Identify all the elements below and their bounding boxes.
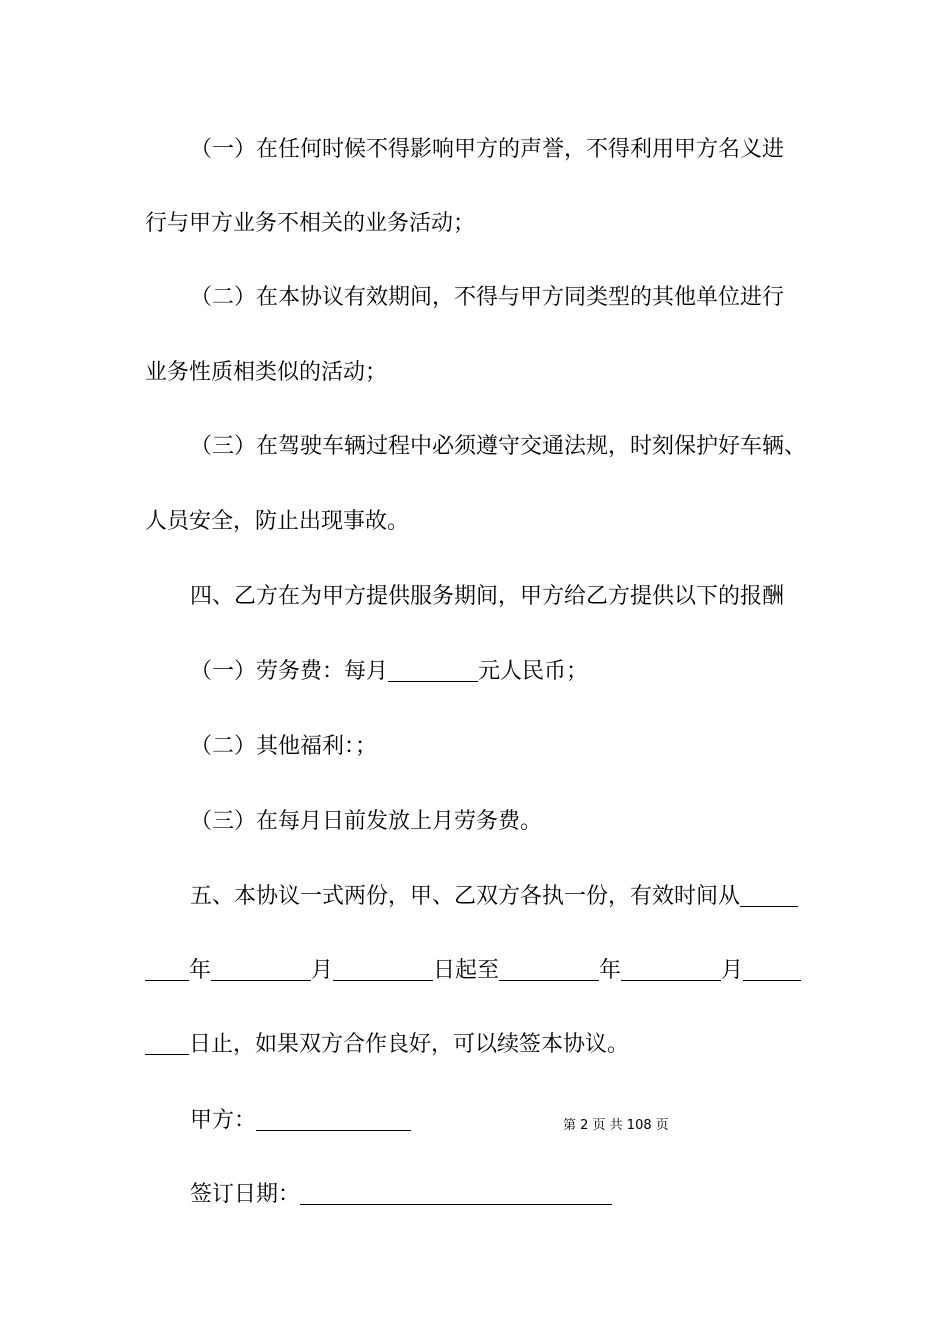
section-5-text: 五、本协议一式两份，甲、乙双方各执一份，有效时间从	[190, 884, 741, 909]
sign-date-label: 签订日期：	[190, 1182, 301, 1207]
end-year-blank[interactable]	[499, 958, 599, 981]
clause-3-1-line1: （一）在任何时候不得影响甲方的声誉，不得利用甲方名义进	[190, 137, 785, 162]
clause-3-3-line2: 人员安全，防止出现事故。	[145, 509, 410, 534]
monthly-fee-blank[interactable]	[388, 659, 478, 682]
sign-date-blank[interactable]	[300, 1182, 612, 1205]
party-a-blank[interactable]	[256, 1108, 411, 1131]
end-day-blank-b[interactable]	[145, 1032, 189, 1055]
end-month-blank[interactable]	[621, 958, 721, 981]
clause-3-3-line1: （三）在驾驶车辆过程中必须遵守交通法规，时刻保护好车辆、	[190, 434, 807, 459]
month-label-1: 月	[311, 958, 334, 983]
year-label-2: 年	[599, 958, 622, 983]
section-4-heading: 四、乙方在为甲方提供服务期间，甲方给乙方提供以下的报酬	[190, 584, 785, 609]
sign-date	[190, 1180, 612, 1210]
clause-4-1-suffix: 元人民币；	[478, 659, 589, 684]
start-year-blank-a[interactable]	[740, 884, 798, 907]
section-5-line3	[145, 1030, 629, 1060]
clause-3-2-line1: （二）在本协议有效期间，不得与甲方同类型的其他单位进行	[190, 285, 785, 310]
page-number: 第 2 页 共 108 页	[563, 1118, 669, 1133]
clause-3-1-line2: 行与甲方业务不相关的业务活动；	[145, 211, 476, 236]
party-a-label: 甲方：	[190, 1108, 257, 1133]
month-label-2: 月	[721, 958, 744, 983]
year-label-1: 年	[189, 958, 212, 983]
clause-4-2: （二）其他福利：；	[190, 734, 378, 759]
start-month-blank[interactable]	[211, 958, 311, 981]
clause-4-1	[190, 657, 588, 687]
section-5-line1	[190, 882, 798, 912]
clause-4-1-label: （一）劳务费：每月	[190, 659, 389, 684]
party-a-signature	[190, 1106, 411, 1136]
section-5-line2	[145, 956, 801, 986]
clause-4-3: （三）在每月日前发放上月劳务费。	[190, 809, 543, 834]
start-day-blank[interactable]	[333, 958, 433, 981]
start-year-blank-b[interactable]	[145, 958, 189, 981]
end-day-blank-a[interactable]	[743, 958, 801, 981]
start-label: 日起至	[433, 958, 500, 983]
clause-3-2-line2: 业务性质相类似的活动；	[145, 360, 388, 385]
section-5-end-text: 日止，如果双方合作良好，可以续签本协议。	[189, 1032, 630, 1057]
